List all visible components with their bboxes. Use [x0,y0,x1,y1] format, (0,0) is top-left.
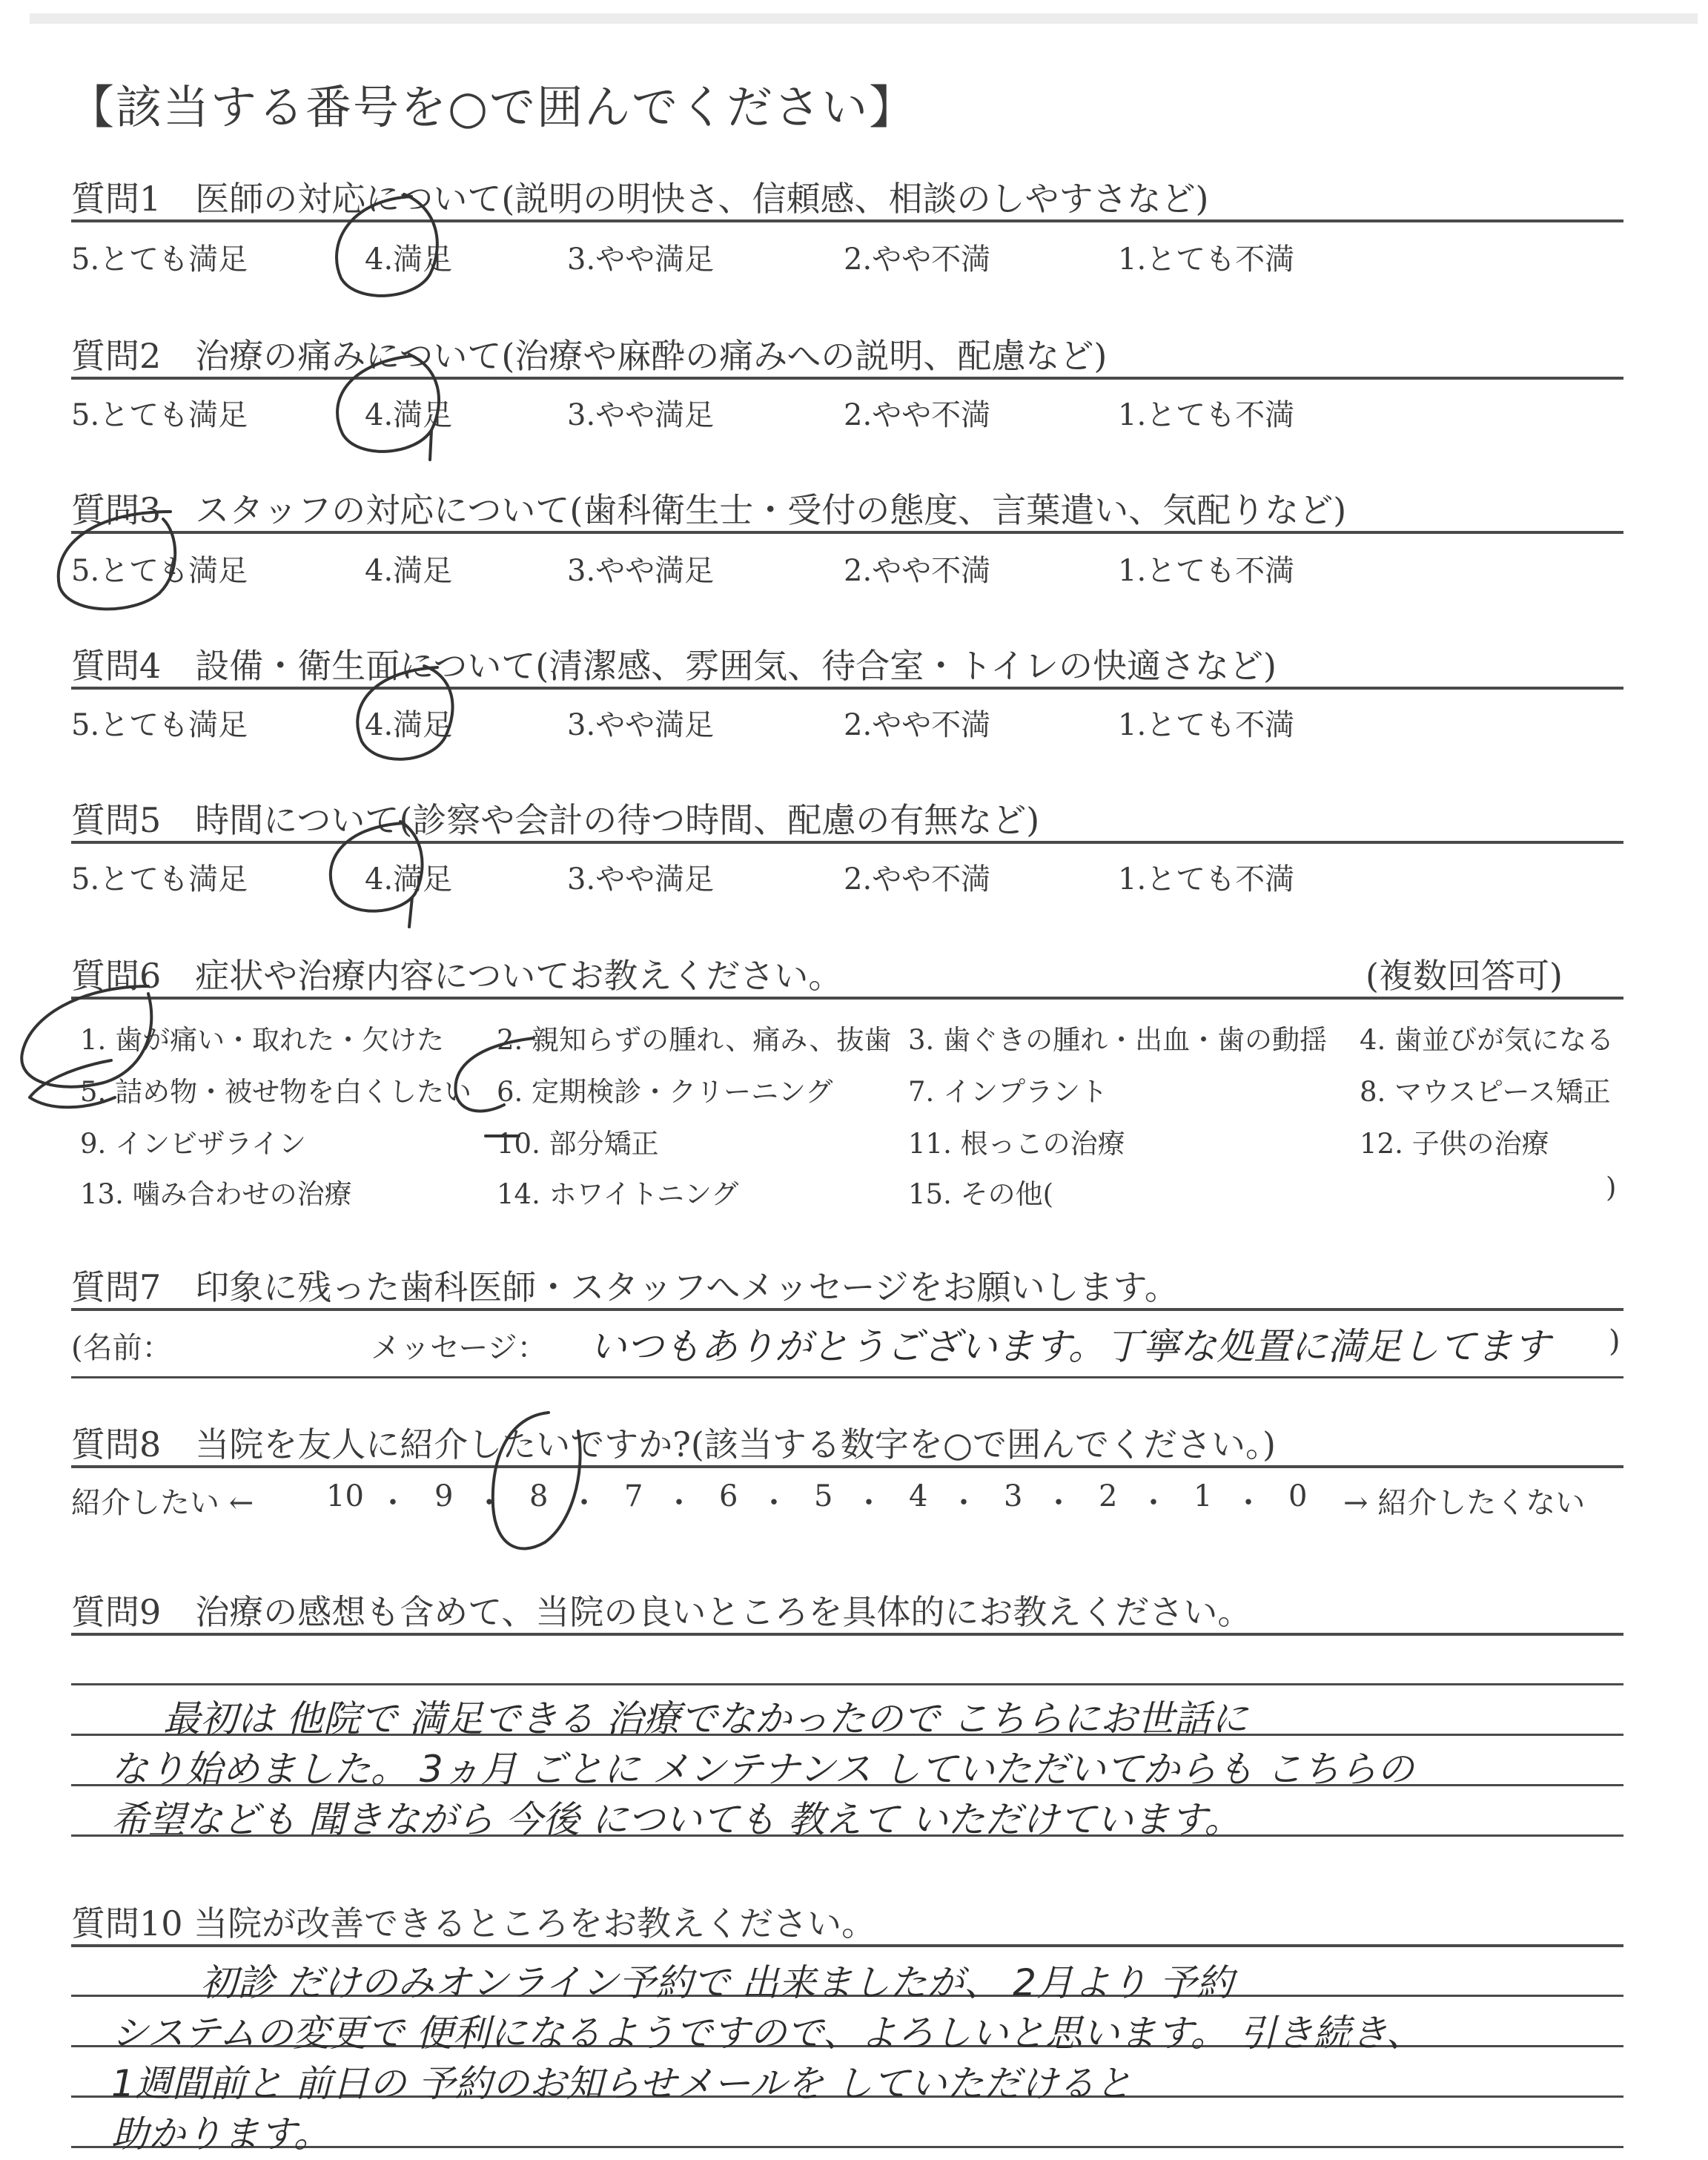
question-6: 質問6 症状や治療内容についてお教えください。 [71,956,843,996]
answer-text-line: 最初は 他院で 満足できる 治療でなかったので こちらにお世話に [163,1697,1248,1740]
scale-dot: ・ [854,1486,884,1520]
option-5[interactable]: 5.とても満足 [71,862,248,896]
symptom-option-6[interactable]: 6. 定期検診・クリーニング [497,1076,833,1108]
symptom-option-11[interactable]: 11. 根っこの治療 [908,1128,1125,1160]
scale-dot: ・ [1139,1486,1168,1520]
option-4[interactable]: 4.満足 [365,398,453,432]
question-4: 質問4 設備・衛生面について(清潔感、雰囲気、待合室・トイレの快適さなど) [71,646,1277,686]
option-2[interactable]: 2.やや不満 [844,242,991,277]
answer-text-line: なり始めました。 3ヵ月 ごとに メンテナンス していただいてからも こちらの [111,1748,1414,1791]
divider [71,1633,1623,1636]
divider [71,377,1623,380]
recommend-left-label: 紹介したい ← [71,1486,254,1520]
score-2[interactable]: 2 [1099,1479,1118,1513]
score-8[interactable]: 8 [529,1479,549,1513]
other-close-paren: ) [1606,1172,1617,1203]
symptom-option-3[interactable]: 3. 歯ぐきの腫れ・出血・歯の動揺 [908,1024,1328,1056]
question-10: 質問10 当院が改善できるところをお教えください。 [71,1903,876,1943]
answer-text-line: 初診 だけのみオンライン予約で 出来ましたが、 2月より 予約 [200,1961,1234,2004]
scale-dot: ・ [1234,1486,1263,1520]
symptom-option-8[interactable]: 8. マウスピース矯正 [1360,1076,1611,1108]
symptom-option-5[interactable]: 5. 詰め物・被せ物を白くしたい [80,1076,472,1108]
scale-dot: ・ [474,1486,504,1520]
divider [71,1465,1623,1468]
divider [71,531,1623,534]
answer-text-line: 1週間前と 前日の 予約のお知らせメールを していただけると [111,2062,1132,2105]
option-5[interactable]: 5.とても満足 [71,398,248,432]
score-1[interactable]: 1 [1194,1479,1213,1513]
score-5[interactable]: 5 [814,1479,833,1513]
option-4[interactable]: 4.満足 [365,554,453,588]
question-5: 質問5 時間について(診察や会計の待つ時間、配慮の有無など) [71,800,1040,840]
option-1[interactable]: 1.とても不満 [1118,554,1295,588]
option-1[interactable]: 1.とても不満 [1118,862,1295,896]
answer-text-line: 助かります。 [111,2113,331,2156]
option-3[interactable]: 3.やや満足 [567,708,715,742]
name-label: (名前： [71,1331,172,1365]
symptom-option-14[interactable]: 14. ホワイトニング [497,1178,739,1210]
option-2[interactable]: 2.やや不満 [844,708,991,742]
page-title: 【該当する番号を○で囲んでください】 [68,80,917,134]
answer-text-line: 希望なども 聞きながら 今後 についても 教えて いただけています。 [111,1798,1242,1841]
divider [71,841,1623,844]
option-3[interactable]: 3.やや満足 [567,242,715,277]
option-1[interactable]: 1.とても不満 [1118,708,1295,742]
option-5[interactable]: 5.とても満足 [71,554,248,588]
option-2[interactable]: 2.やや不満 [844,862,991,896]
symptom-option-10[interactable]: 10. 部分矯正 [497,1128,659,1160]
option-3[interactable]: 3.やや満足 [567,398,715,432]
option-4[interactable]: 4.満足 [365,862,453,896]
option-3[interactable]: 3.やや満足 [567,554,715,588]
symptom-option-2[interactable]: 2. 親知らずの腫れ、痛み、抜歯 [497,1024,892,1056]
message-close-paren: ) [1609,1324,1621,1358]
score-4[interactable]: 4 [909,1479,928,1513]
option-1[interactable]: 1.とても不満 [1118,398,1295,432]
answer-text-line: システムの変更で 便利になるようですので、よろしいと思います。 引き続き、 [111,2012,1423,2055]
question-9: 質問9 治療の感想も含めて、当院の良いところを具体的にお教えください。 [71,1592,1252,1632]
symptom-option-13[interactable]: 13. 噛み合わせの治療 [80,1178,352,1210]
divider [71,219,1623,222]
option-4[interactable]: 4.満足 [365,708,453,742]
handwritten-message[interactable]: いつもありがとうございます。丁寧な処置に満足してます [589,1325,1550,1368]
scale-dot: ・ [949,1486,979,1520]
option-1[interactable]: 1.とても不満 [1118,242,1295,277]
question-3: 質問3 スタッフの対応について(歯科衛生士・受付の態度、言葉遣い、気配りなど) [71,490,1347,530]
symptom-option-4[interactable]: 4. 歯並びが気になる [1360,1024,1615,1056]
question-8: 質問8 当院を友人に紹介したいですか?(該当する数字を○で囲んでください。) [71,1424,1276,1464]
score-7[interactable]: 7 [624,1479,643,1513]
recommend-right-label: → 紹介したくない [1343,1486,1586,1520]
question-7: 質問7 印象に残った歯科医師・スタッフへメッセージをお願いします。 [71,1267,1179,1307]
scale-dot: ・ [1044,1486,1073,1520]
option-5[interactable]: 5.とても満足 [71,242,248,277]
symptom-option-12[interactable]: 12. 子供の治療 [1360,1128,1549,1160]
option-3[interactable]: 3.やや満足 [567,862,715,896]
divider [71,1308,1623,1311]
scale-dot: ・ [569,1486,599,1520]
question-2: 質問2 治療の痛みについて(治療や麻酔の痛みへの説明、配慮など) [71,336,1108,376]
scale-dot: ・ [378,1486,408,1520]
option-2[interactable]: 2.やや不満 [844,554,991,588]
scale-dot: ・ [664,1486,694,1520]
symptom-option-7[interactable]: 7. インプラント [908,1076,1108,1108]
message-label: メッセージ： [371,1331,547,1365]
score-0[interactable]: 0 [1288,1479,1308,1513]
answer-line [71,1683,1623,1685]
multiple-answers-note: (複数回答可) [1366,956,1563,996]
option-5[interactable]: 5.とても満足 [71,708,248,742]
score-6[interactable]: 6 [719,1479,738,1513]
message-underline [71,1376,1623,1378]
divider [71,1944,1623,1947]
question-1: 質問1 医師の対応について(説明の明快さ、信頼感、相談のしやすさなど) [71,179,1209,219]
scale-dot: ・ [759,1486,789,1520]
option-2[interactable]: 2.やや不満 [844,398,991,432]
divider [71,997,1623,1000]
scan-top-edge [30,13,1698,24]
option-4[interactable]: 4.満足 [365,242,453,277]
symptom-option-1[interactable]: 1. 歯が痛い・取れた・欠けた [80,1024,445,1056]
score-3[interactable]: 3 [1004,1479,1023,1513]
score-10[interactable]: 10 [326,1479,364,1513]
symptom-option-9[interactable]: 9. インビザライン [80,1128,306,1160]
symptom-option-15[interactable]: 15. その他( [908,1178,1054,1210]
score-9[interactable]: 9 [434,1479,454,1513]
divider [71,687,1623,690]
